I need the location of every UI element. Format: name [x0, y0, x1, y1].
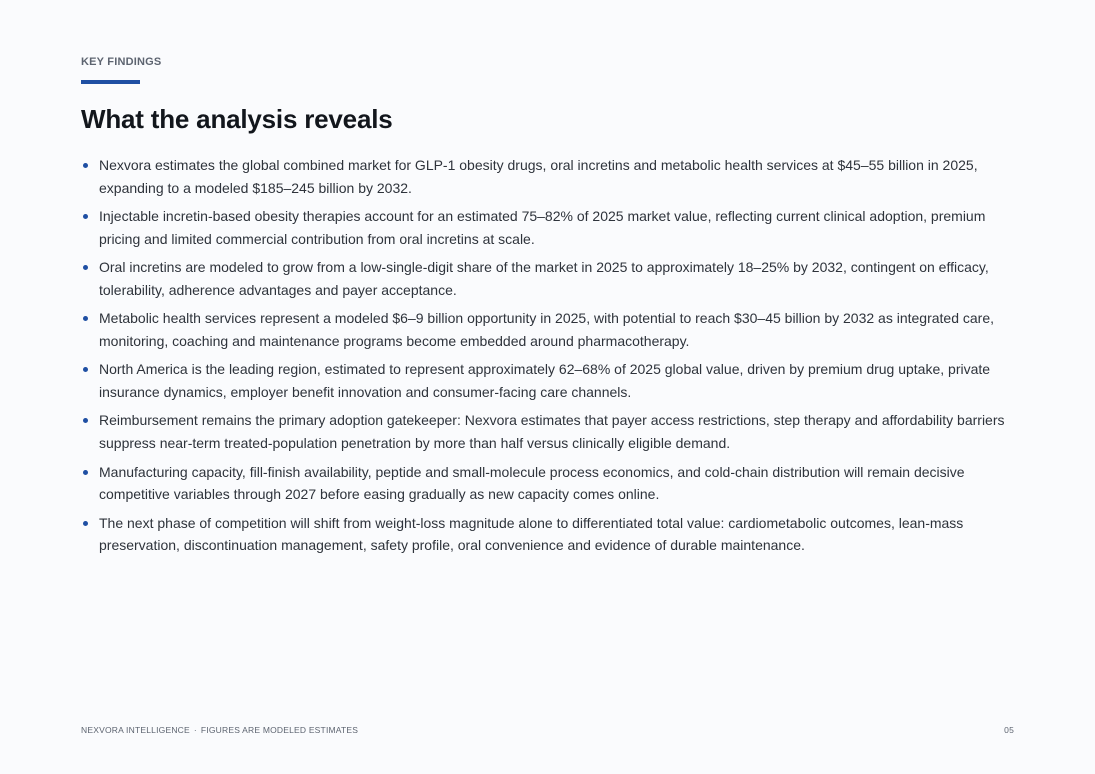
- footer-separator: ·: [193, 725, 197, 735]
- bullet-dot-icon: [83, 163, 88, 168]
- finding-item: [81, 512, 1011, 557]
- findings-list: [81, 154, 1011, 563]
- finding-text: Metabolic health services represent a modeled $6–9 billion opportunity in 2025, with potential to reach $30–45 billion by 2032 as integrated care, monitoring, coaching and maintenance programs become embedded around pharmacotherapy.: [99, 310, 995, 349]
- finding-item: [81, 256, 1011, 301]
- footer-brand: NEXVORA INTELLIGENCE: [81, 725, 190, 735]
- finding-text: Oral incretins are modeled to grow from a low-single-digit share of the market in 2025 to approximately 18–25% by 2032, contingent on efficacy, tolerability, adherence advantages and payer acceptance.: [99, 259, 989, 298]
- finding-text: Manufacturing capacity, fill-finish availability, peptide and small-molecule process economics, and cold-chain distribution will remain decisive competitive variables through 2027 before easing gradually as new capacity comes online.: [99, 463, 965, 503]
- accent-bar: [81, 80, 140, 84]
- footer-note: FIGURES ARE MODELED ESTIMATES: [200, 725, 359, 735]
- bullet-dot-icon: [83, 470, 88, 475]
- finding-item: [81, 307, 1011, 352]
- report-page: [81, 0, 1016, 774]
- bullet-dot-icon: [83, 214, 88, 219]
- bullet-dot-icon: [83, 367, 88, 372]
- finding-text: Nexvora estimates the global combined market for GLP-1 obesity drugs, oral incretins and metabolic health services at $45–55 billion in 2025, expanding to a modeled $185–245 billion by 2032.: [99, 157, 978, 196]
- finding-text: The next phase of competition will shift from weight-loss magnitude alone to differentiated total value: cardiometabolic outcomes, lean-mass preservation, discontinuation management, safety profile, oral convenience and evidence of durable maintenance.: [99, 514, 964, 554]
- bullet-dot-icon: [83, 521, 88, 526]
- footer-source: [81, 725, 358, 735]
- bullet-dot-icon: [83, 316, 88, 321]
- finding-item: [81, 461, 1011, 506]
- bullet-dot-icon: [83, 418, 88, 423]
- finding-item: [81, 358, 1011, 403]
- finding-item: [81, 154, 1011, 199]
- page-number: 05: [1004, 725, 1014, 735]
- finding-text: North America is the leading region, estimated to represent approximately 62–68% of 2025 global value, driven by premium drug uptake, private insurance dynamics, employer benefit innovation and consumer-facing care channels.: [99, 361, 991, 400]
- bullet-dot-icon: [83, 265, 88, 270]
- finding-text: Reimbursement remains the primary adoption gatekeeper: Nexvora estimates that payer access restrictions, step therapy and affordability barriers suppress near-term treated-population penetration by more than half versus clinically eligible demand.: [99, 412, 1005, 451]
- finding-text: Injectable incretin-based obesity therapies account for an estimated 75–82% of 2025 market value, reflecting current clinical adoption, premium pricing and limited commercial contribution from oral incretins at scale.: [99, 208, 986, 247]
- finding-item: [81, 409, 1011, 454]
- section-eyebrow: KEY FINDINGS: [81, 56, 162, 68]
- finding-item: [81, 205, 1011, 250]
- page-title: What the analysis reveals: [81, 104, 393, 134]
